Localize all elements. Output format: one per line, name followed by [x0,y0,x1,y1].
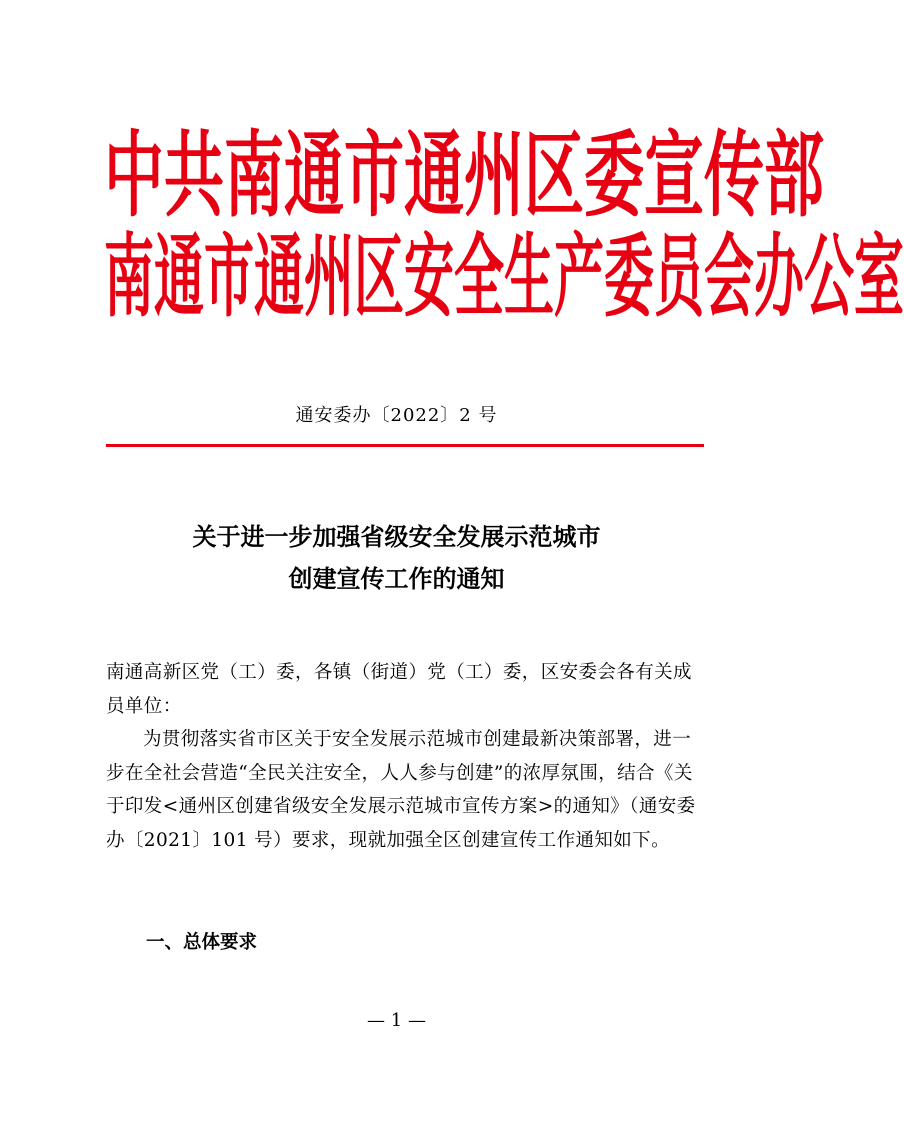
issuer-header-line-2: 南通市通州区安全生产委员会办公室 [104,223,904,330]
red-separator-line [106,444,704,447]
section-heading: 一、总体要求 [146,932,258,953]
body-paragraph: 为贯彻落实省市区关于安全发展示范城市创建最新决策部署，进一步在全社会营造“全民关注安全，人人参与创建”的浓厚氛围，结合《关于印发<通州区创建省级安全发展示范城市宣传方案>的通知》（通安委办〔2021〕101 号）要求，现就加强全区创建宣传工作通知如下。 [106,729,696,851]
page-number: — 1 — [367,1010,426,1031]
document-title-line-1: 关于进一步加强省级安全发展示范城市 [192,522,601,551]
document-title-line-2: 创建宣传工作的通知 [288,564,505,593]
addressee: 南通高新区党（工）委，各镇（街道）党（工）委，区安委会各有关成员单位： [106,662,692,717]
issuer-header-line-1: 中共南通市通州区委宣传部 [104,122,824,231]
document-number: 通安委办〔2022〕2 号 [295,405,498,426]
